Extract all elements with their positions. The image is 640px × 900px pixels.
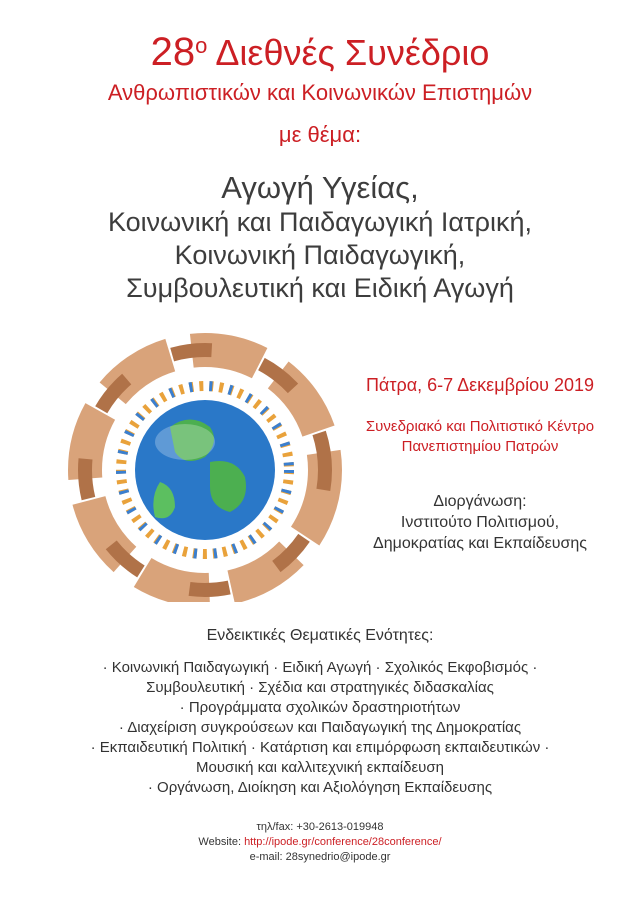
topic-line: Κοινωνική Παιδαγωγική, <box>174 240 466 270</box>
venue-line: Πανεπιστημίου Πατρών <box>401 438 559 455</box>
venue-line: Συνεδριακό και Πολιτιστικό Κέντρο <box>365 418 595 435</box>
theme-label: με θέμα: <box>278 122 362 147</box>
title-text: Διεθνές Συνέδριο <box>215 32 490 73</box>
theme-line: · Οργάνωση, Διοίκηση και Αξιολόγηση Εκπαίδευσης <box>147 779 493 796</box>
website-label: Website: <box>198 836 241 848</box>
edition-number: 28 <box>150 30 196 74</box>
event-venue <box>345 417 615 457</box>
website-line <box>0 835 640 850</box>
event-date-place: Πάτρα, 6-7 Δεκεμβρίου 2019 <box>365 375 595 395</box>
theme-line: · Εκπαιδευτική Πολιτική · Κατάρτιση και επιμόρφωση εκπαιδευτικών · <box>90 739 550 756</box>
contact-block <box>0 820 640 865</box>
organizer-line: Δημοκρατίας και Εκπαίδευσης <box>373 535 587 552</box>
website-link[interactable]: http://ipode.gr/conference/28conference/ <box>244 836 442 848</box>
themes-heading: Ενδεικτικές Θεματικές Ενότητες: <box>206 627 434 644</box>
topic-main: Αγωγή Υγείας, <box>221 170 419 205</box>
theme-line: · Διαχείριση συγκρούσεων και Παιδαγωγική της Δημοκρατίας <box>118 719 522 736</box>
theme-line: Μουσική και καλλιτεχνική εκπαίδευση <box>196 759 444 776</box>
theme-line: · Προγράμματα σχολικών δραστηριοτήτων <box>179 699 461 716</box>
conference-title <box>0 32 640 73</box>
organizer-block <box>345 491 615 554</box>
themes-list <box>0 658 640 798</box>
globe-icon <box>135 400 275 540</box>
edition-suffix: ο <box>195 33 208 58</box>
hands-around-globe-image <box>60 332 350 602</box>
phone-fax: τηλ/fax: +30-2613-019948 <box>256 821 384 833</box>
conference-subtitle: Ανθρωπιστικών και Κοινωνικών Επιστημών <box>107 80 533 105</box>
topic-lines <box>0 206 640 305</box>
email-label: e-mail: <box>249 851 283 863</box>
theme-line: Συμβουλευτική · Σχέδια και στρατηγικές διδασκαλίας <box>146 679 494 696</box>
theme-line: · Κοινωνική Παιδαγωγική · Ειδική Αγωγή · Σχολικός Εκφοβισμός · <box>102 659 538 676</box>
topic-line: Συμβουλευτική και Ειδική Αγωγή <box>126 273 514 303</box>
topic-line: Κοινωνική και Παιδαγωγική Ιατρική, <box>107 207 533 237</box>
globe-highlight <box>155 424 215 460</box>
email-line <box>0 850 640 865</box>
email-link[interactable]: 28synedrio@ipode.gr <box>285 851 391 863</box>
organizer-label: Διοργάνωση: <box>433 493 527 510</box>
organizer-line: Ινστιτούτο Πολιτισμού, <box>400 514 560 531</box>
